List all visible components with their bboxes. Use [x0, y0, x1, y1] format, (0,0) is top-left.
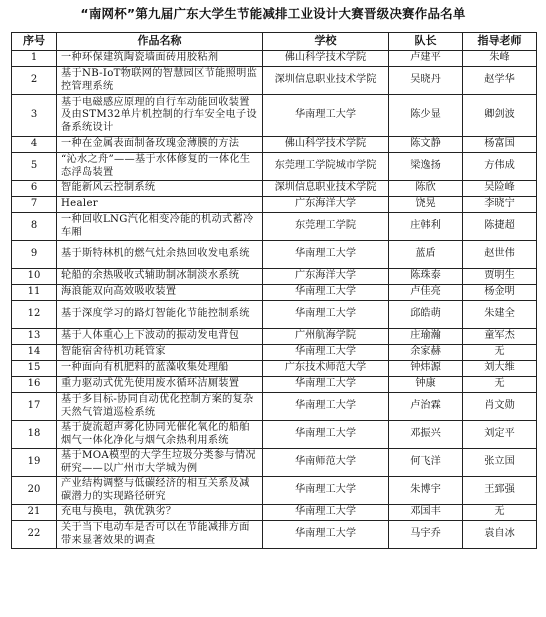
row-leader: 卢治霖: [389, 393, 463, 421]
row-leader: 邓振兴: [389, 421, 463, 449]
row-school: 佛山科学技术学院: [263, 51, 389, 67]
row-advisor: 杨富国: [463, 137, 537, 153]
table-row: [12, 153, 537, 181]
row-no: 14: [12, 345, 57, 361]
row-school: 华南理工大学: [263, 521, 389, 549]
row-no: 16: [12, 377, 57, 393]
table-row: [12, 521, 537, 549]
row-leader: 卢佳亮: [389, 285, 463, 301]
row-leader: 陈珠泰: [389, 269, 463, 285]
row-project-name: 一种回收LNG汽化相变冷能的机动式蓄冷车厢: [57, 213, 263, 241]
row-no: 18: [12, 421, 57, 449]
row-leader: 卢建平: [389, 51, 463, 67]
row-advisor: 无: [463, 377, 537, 393]
row-project-name: 基于NB-IoT物联网的智慧园区节能照明监控管理系统: [57, 67, 263, 95]
row-leader: 吴晓丹: [389, 67, 463, 95]
row-advisor: 卿剑波: [463, 95, 537, 137]
row-project-name: 重力驱动式优先使用废水循环洁厕装置: [57, 377, 263, 393]
row-leader: 庄瑜瀚: [389, 329, 463, 345]
table-row: [12, 377, 537, 393]
row-leader: 蓝盾: [389, 241, 463, 269]
row-project-name: 基于多目标-协同自动优化控制方案的复杂天然气管道巡检系统: [57, 393, 263, 421]
table-row: [12, 505, 537, 521]
row-leader: 邱皓萌: [389, 301, 463, 329]
row-advisor: 陈捷超: [463, 213, 537, 241]
row-no: 17: [12, 393, 57, 421]
row-project-name: 海浪能双向高效吸收装置: [57, 285, 263, 301]
row-leader: 余家赫: [389, 345, 463, 361]
row-leader: 陈文静: [389, 137, 463, 153]
table-row: [12, 269, 537, 285]
row-advisor: 王郅强: [463, 477, 537, 505]
row-project-name: 基于旋流超声雾化协同光催化氧化的船舶烟气一体化净化与烟气余热利用系统: [57, 421, 263, 449]
row-advisor: 刘大维: [463, 361, 537, 377]
row-school: 华南理工大学: [263, 285, 389, 301]
table-row: [12, 95, 537, 137]
table-row: [12, 181, 537, 197]
row-school: 深圳信息职业技术学院: [263, 181, 389, 197]
row-school: 东莞理工学院: [263, 213, 389, 241]
header-no: 序号: [12, 33, 57, 51]
table-body: [12, 51, 537, 549]
row-leader: 钟炜源: [389, 361, 463, 377]
row-advisor: 童军杰: [463, 329, 537, 345]
row-project-name: 基于MOA模型的大学生垃圾分类参与情况研究——以广州市大学城为例: [57, 449, 263, 477]
row-school: 广东海洋大学: [263, 197, 389, 213]
table-row: [12, 137, 537, 153]
table-row: [12, 329, 537, 345]
row-project-name: 一种面向有机肥料的蓝藻收集处理船: [57, 361, 263, 377]
row-advisor: 李晓宁: [463, 197, 537, 213]
row-advisor: 刘定平: [463, 421, 537, 449]
row-school: 佛山科学技术学院: [263, 137, 389, 153]
table-row: [12, 285, 537, 301]
row-leader: 马宇乔: [389, 521, 463, 549]
row-school: 华南理工大学: [263, 95, 389, 137]
row-no: 3: [12, 95, 57, 137]
table-row: [12, 421, 537, 449]
row-advisor: 吴险峰: [463, 181, 537, 197]
row-project-name: 智能新风云控制系统: [57, 181, 263, 197]
row-school: 华南理工大学: [263, 421, 389, 449]
row-project-name: 基于电磁感应原理的自行车动能回收装置及由STM32单片机控制的行车安全电子设备系统设计: [57, 95, 263, 137]
row-leader: 陈少显: [389, 95, 463, 137]
row-advisor: 无: [463, 505, 537, 521]
row-leader: 陈欣: [389, 181, 463, 197]
row-school: 华南理工大学: [263, 377, 389, 393]
table-row: [12, 477, 537, 505]
row-project-name: 基于人体重心上下波动的振动发电背包: [57, 329, 263, 345]
row-leader: 饶晃: [389, 197, 463, 213]
row-project-name: “沁水之舟”——基于水体修复的一体化生态浮岛装置: [57, 153, 263, 181]
header-leader: 队长: [389, 33, 463, 51]
row-no: 2: [12, 67, 57, 95]
row-school: 华南理工大学: [263, 505, 389, 521]
row-advisor: 赵学华: [463, 67, 537, 95]
row-project-name: 基于斯特林机的燃气灶余热回收发电系统: [57, 241, 263, 269]
row-no: 19: [12, 449, 57, 477]
finalist-table: [11, 32, 537, 549]
row-leader: 庄韩利: [389, 213, 463, 241]
row-no: 13: [12, 329, 57, 345]
row-school: 华南理工大学: [263, 393, 389, 421]
row-project-name: 一种在金属表面制备玫瑰金薄膜的方法: [57, 137, 263, 153]
row-leader: 邓国丰: [389, 505, 463, 521]
row-no: 21: [12, 505, 57, 521]
row-project-name: 关于当下电动车是否可以在节能减排方面带来显著效果的调查: [57, 521, 263, 549]
row-no: 8: [12, 213, 57, 241]
row-no: 11: [12, 285, 57, 301]
row-advisor: 赵世伟: [463, 241, 537, 269]
row-project-name: 充电与换电，孰优孰劣？: [57, 505, 263, 521]
row-no: 7: [12, 197, 57, 213]
table-row: [12, 67, 537, 95]
table-row: [12, 361, 537, 377]
row-advisor: 杨金明: [463, 285, 537, 301]
row-advisor: 袁自冰: [463, 521, 537, 549]
row-advisor: 方伟成: [463, 153, 537, 181]
table-row: [12, 345, 537, 361]
table-row: [12, 197, 537, 213]
row-school: 华南理工大学: [263, 241, 389, 269]
row-no: 5: [12, 153, 57, 181]
row-school: 东莞理工学院城市学院: [263, 153, 389, 181]
row-no: 22: [12, 521, 57, 549]
row-project-name: 产业结构调整与低碳经济的相互关系及减碳潜力的实现路径研究: [57, 477, 263, 505]
row-no: 10: [12, 269, 57, 285]
header-school: 学校: [263, 33, 389, 51]
row-project-name: 一种环保建筑陶瓷墙面砖用胶粘剂: [57, 51, 263, 67]
row-no: 9: [12, 241, 57, 269]
table-row: [12, 449, 537, 477]
row-school: 广东技术师范大学: [263, 361, 389, 377]
row-leader: 何飞洋: [389, 449, 463, 477]
row-no: 1: [12, 51, 57, 67]
row-no: 15: [12, 361, 57, 377]
table-row: [12, 51, 537, 67]
row-project-name: 智能宿舍待机功耗管家: [57, 345, 263, 361]
row-project-name: 基于深度学习的路灯智能化节能控制系统: [57, 301, 263, 329]
row-project-name: Healer: [57, 197, 263, 213]
row-no: 12: [12, 301, 57, 329]
row-advisor: 张立国: [463, 449, 537, 477]
row-no: 4: [12, 137, 57, 153]
table-row: [12, 241, 537, 269]
table-row: [12, 301, 537, 329]
table-header-row: [12, 33, 537, 51]
row-school: 深圳信息职业技术学院: [263, 67, 389, 95]
row-advisor: 朱峰: [463, 51, 537, 67]
row-school: 华南理工大学: [263, 301, 389, 329]
row-advisor: 贾明生: [463, 269, 537, 285]
row-school: 广州航海学院: [263, 329, 389, 345]
table-row: [12, 213, 537, 241]
row-no: 20: [12, 477, 57, 505]
row-no: 6: [12, 181, 57, 197]
page-title: “南网杯”第九届广东大学生节能减排工业设计大赛晋级决赛作品名单: [80, 6, 466, 21]
row-school: 广东海洋大学: [263, 269, 389, 285]
table-row: [12, 393, 537, 421]
row-leader: 钟康: [389, 377, 463, 393]
row-school: 华南理工大学: [263, 345, 389, 361]
header-project-name: 作品名称: [57, 33, 263, 51]
row-school: 华南师范大学: [263, 449, 389, 477]
row-advisor: 无: [463, 345, 537, 361]
row-leader: 朱博宇: [389, 477, 463, 505]
row-school: 华南理工大学: [263, 477, 389, 505]
header-advisor: 指导老师: [463, 33, 537, 51]
row-project-name: 轮船的余热吸收式辅助制冰制淡水系统: [57, 269, 263, 285]
row-advisor: 肖文勋: [463, 393, 537, 421]
row-leader: 梁逸扬: [389, 153, 463, 181]
row-advisor: 朱建全: [463, 301, 537, 329]
